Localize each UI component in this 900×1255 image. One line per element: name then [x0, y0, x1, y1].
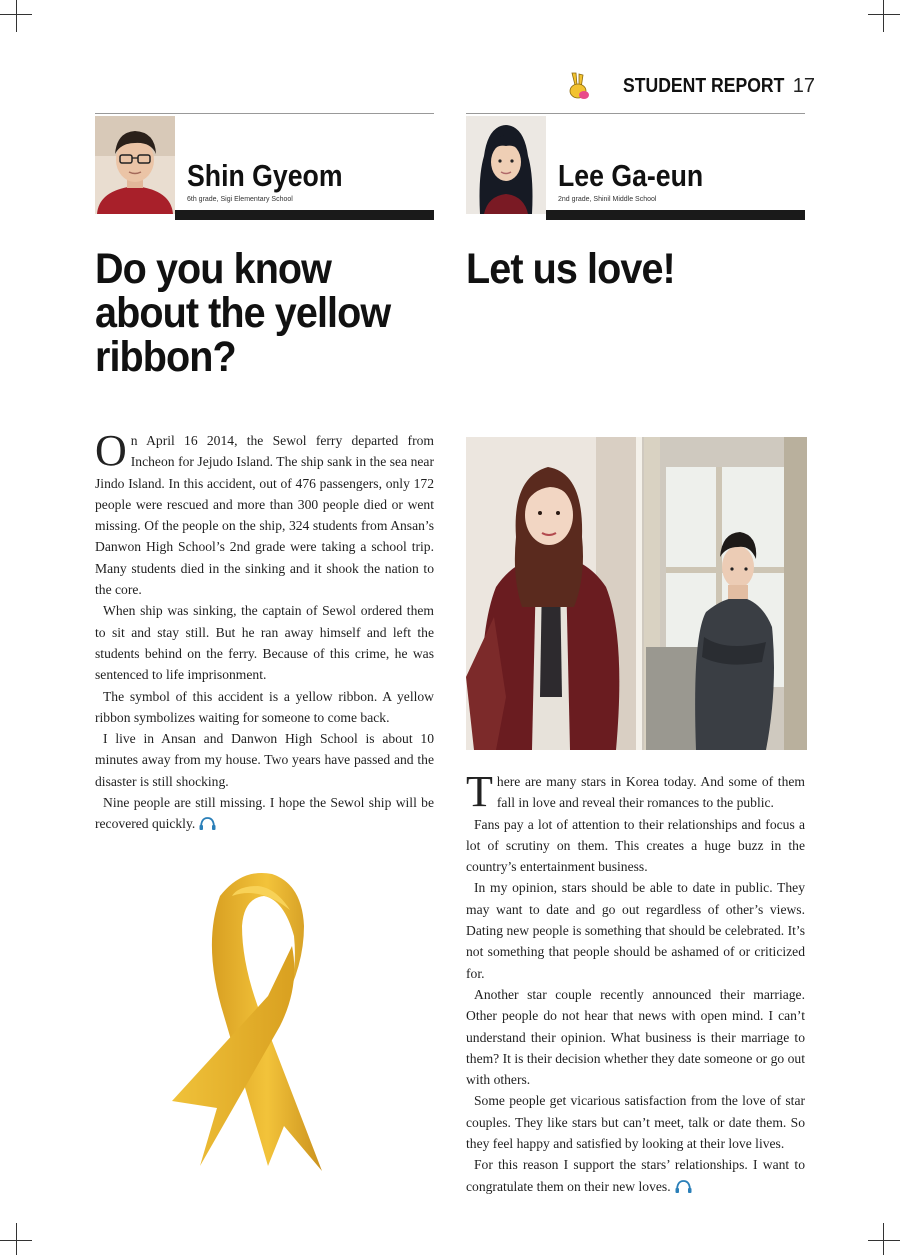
article-paragraph: The symbol of this accident is a yellow ribbon. A yellow ribbon symbolizes waiting for someone to come back.: [95, 688, 434, 725]
article-paragraph: Nine people are still missing. I hope the Sewol ship will be recovered quickly.: [95, 795, 434, 832]
article-headline: Let us love!: [466, 245, 675, 293]
section-title: STUDENT REPORT: [623, 74, 785, 97]
author-name: Lee Ga-eun: [558, 158, 704, 193]
crop-mark: [868, 14, 900, 15]
article-paragraph: I live in Ansan and Danwon High School is about 10 minutes away from my house. Two years have passed and the disaster is still shocking.: [95, 731, 434, 789]
author-photo: [466, 116, 546, 214]
article-paragraph: Some people get vicarious satisfaction from the love of star couples. They like stars but can’t meet, talk or date them. So they feel happy and satisfied by looking at their love lives.: [466, 1093, 805, 1152]
article-paragraph: On April 16 2014, the Sewol ferry departed from Incheon for Jejudo Island. The ship sank in the sea near Jindo Island. In this accident, out of 476 passengers, only 172 people were rescued and more than 300 people died or went missing. Of the people on the ship, 324 students from Ansan’s Danwon High School’s 2nd grade were taking a school trip. Many students died in the sinking and it shook the nation to the core.: [95, 426, 434, 598]
crop-mark: [16, 1223, 17, 1255]
celebrity-couple-photo: [466, 437, 807, 750]
author-school: 2nd grade, Shinil Middle School: [558, 196, 657, 203]
right-article-header: [466, 113, 805, 291]
victory-hand-icon: [565, 71, 591, 101]
article-paragraph: Fans pay a lot of attention to their relationships and focus a lot of scrutiny on them. This creates a huge buzz in the country’s entertainment business.: [466, 816, 805, 875]
dropcap: O: [95, 426, 127, 475]
headphone-icon: [199, 817, 216, 830]
left-article-header: [95, 113, 434, 379]
crop-mark: [883, 0, 884, 32]
dropcap: T: [466, 767, 493, 816]
left-article-body: [95, 426, 434, 835]
article-paragraph: When ship was sinking, the captain of Sewol ordered them to sit and stay still. But he ran away himself and left the students behind on the ferry. Because of this crime, he was sentenced to life imprisonment.: [95, 603, 434, 683]
author-bar: [546, 210, 805, 220]
author-school: 6th grade, Sigi Elementary School: [187, 196, 293, 203]
author-box: [95, 113, 434, 221]
crop-mark: [16, 0, 17, 32]
article-headline: Do you know about the yellow ribbon?: [95, 245, 391, 381]
page-header: [565, 66, 815, 106]
yellow-ribbon-image: [172, 866, 352, 1171]
author-name: Shin Gyeom: [187, 158, 343, 193]
article-paragraph: For this reason I support the stars’ relationships. I want to congratulate them on their new loves.: [466, 1157, 805, 1194]
crop-mark: [868, 1240, 900, 1241]
author-box: [466, 113, 805, 221]
right-article-body: [466, 767, 805, 1197]
author-photo: [95, 116, 175, 214]
page-number: 17: [792, 74, 815, 97]
article-paragraph: In my opinion, stars should be able to date in public. They may want to date and go out regardless of other’s views. Dating new people is something that should be celebrated. It’s not something that people should be ashamed of or criticized for.: [466, 880, 805, 981]
article-paragraph: Another star couple recently announced their marriage. Other people do not hear that news with open mind. I can’t understand their opinion. What business is their marriage to them? It is their decision whether they date someone or go out with others.: [466, 986, 805, 1088]
crop-mark: [883, 1223, 884, 1255]
author-bar: [175, 210, 434, 220]
headphone-icon: [675, 1180, 692, 1193]
article-paragraph: There are many stars in Korea today. And some of them fall in love and reveal their romances to the public.: [466, 767, 805, 816]
